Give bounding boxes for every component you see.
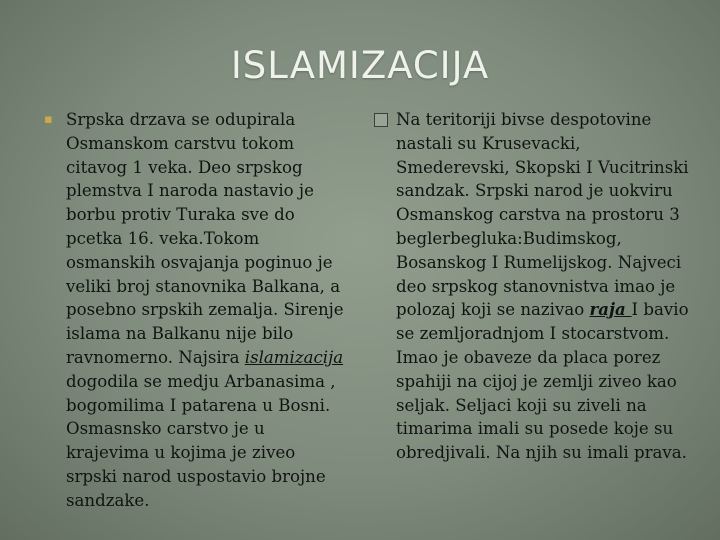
term-islamizacija: islamizacija [244,347,344,367]
left-column [44,108,344,513]
bullet-box-icon [374,113,388,127]
right-text-after: I bavio se zemljoradnjom I stocarstvom. Imao je obaveze da placa porez spahiji na cijoj je zemlji ziveo kao seljak. Seljaci koji su ziveli na timarima imali su posede koje su obredjivali. Na njih su imali prava. [396,300,689,463]
left-text-after: dogodila se medju Arbanasima , bogomilima I patarena u Bosni. Osmasnsko carstvo je u krajevima u kojima je ziveo srpski narod uspostavio brojne sandzake. [66,371,336,510]
left-text-before: Srpska drzava se odupirala Osmanskom carstvu tokom citavog 1 veka. Deo srpskog plemstva I naroda nastavio je borbu protiv Turaka sve do pcetka 16. veka.Tokom osmanskih osvajanja poginuo je veliki broj stanovnika Balkana, a posebno srpskih zemalja. Sirenje islama na Balkanu nije bilo ravnomerno. Najsira [66,110,344,367]
left-paragraph [44,108,344,513]
bullet-square-icon: ▪ [44,112,53,127]
right-paragraph [374,108,694,465]
term-raja: raja [589,299,632,320]
right-text-before: Na teritoriji bivse despotovine nastali su Krusevacki, Smederevski, Skopski I Vucitrinski sandzak. Srpski narod je uokviru Osmanskog carstva na prostoru 3 beglerbegluka:Budimskog, Bosanskog I Rumelijskog. Najveci deo srpskog stanovnistva imao je polozaj koji se nazivao [396,110,689,320]
slide-title: ISLAMIZACIJA [230,44,490,87]
right-column [374,108,694,465]
